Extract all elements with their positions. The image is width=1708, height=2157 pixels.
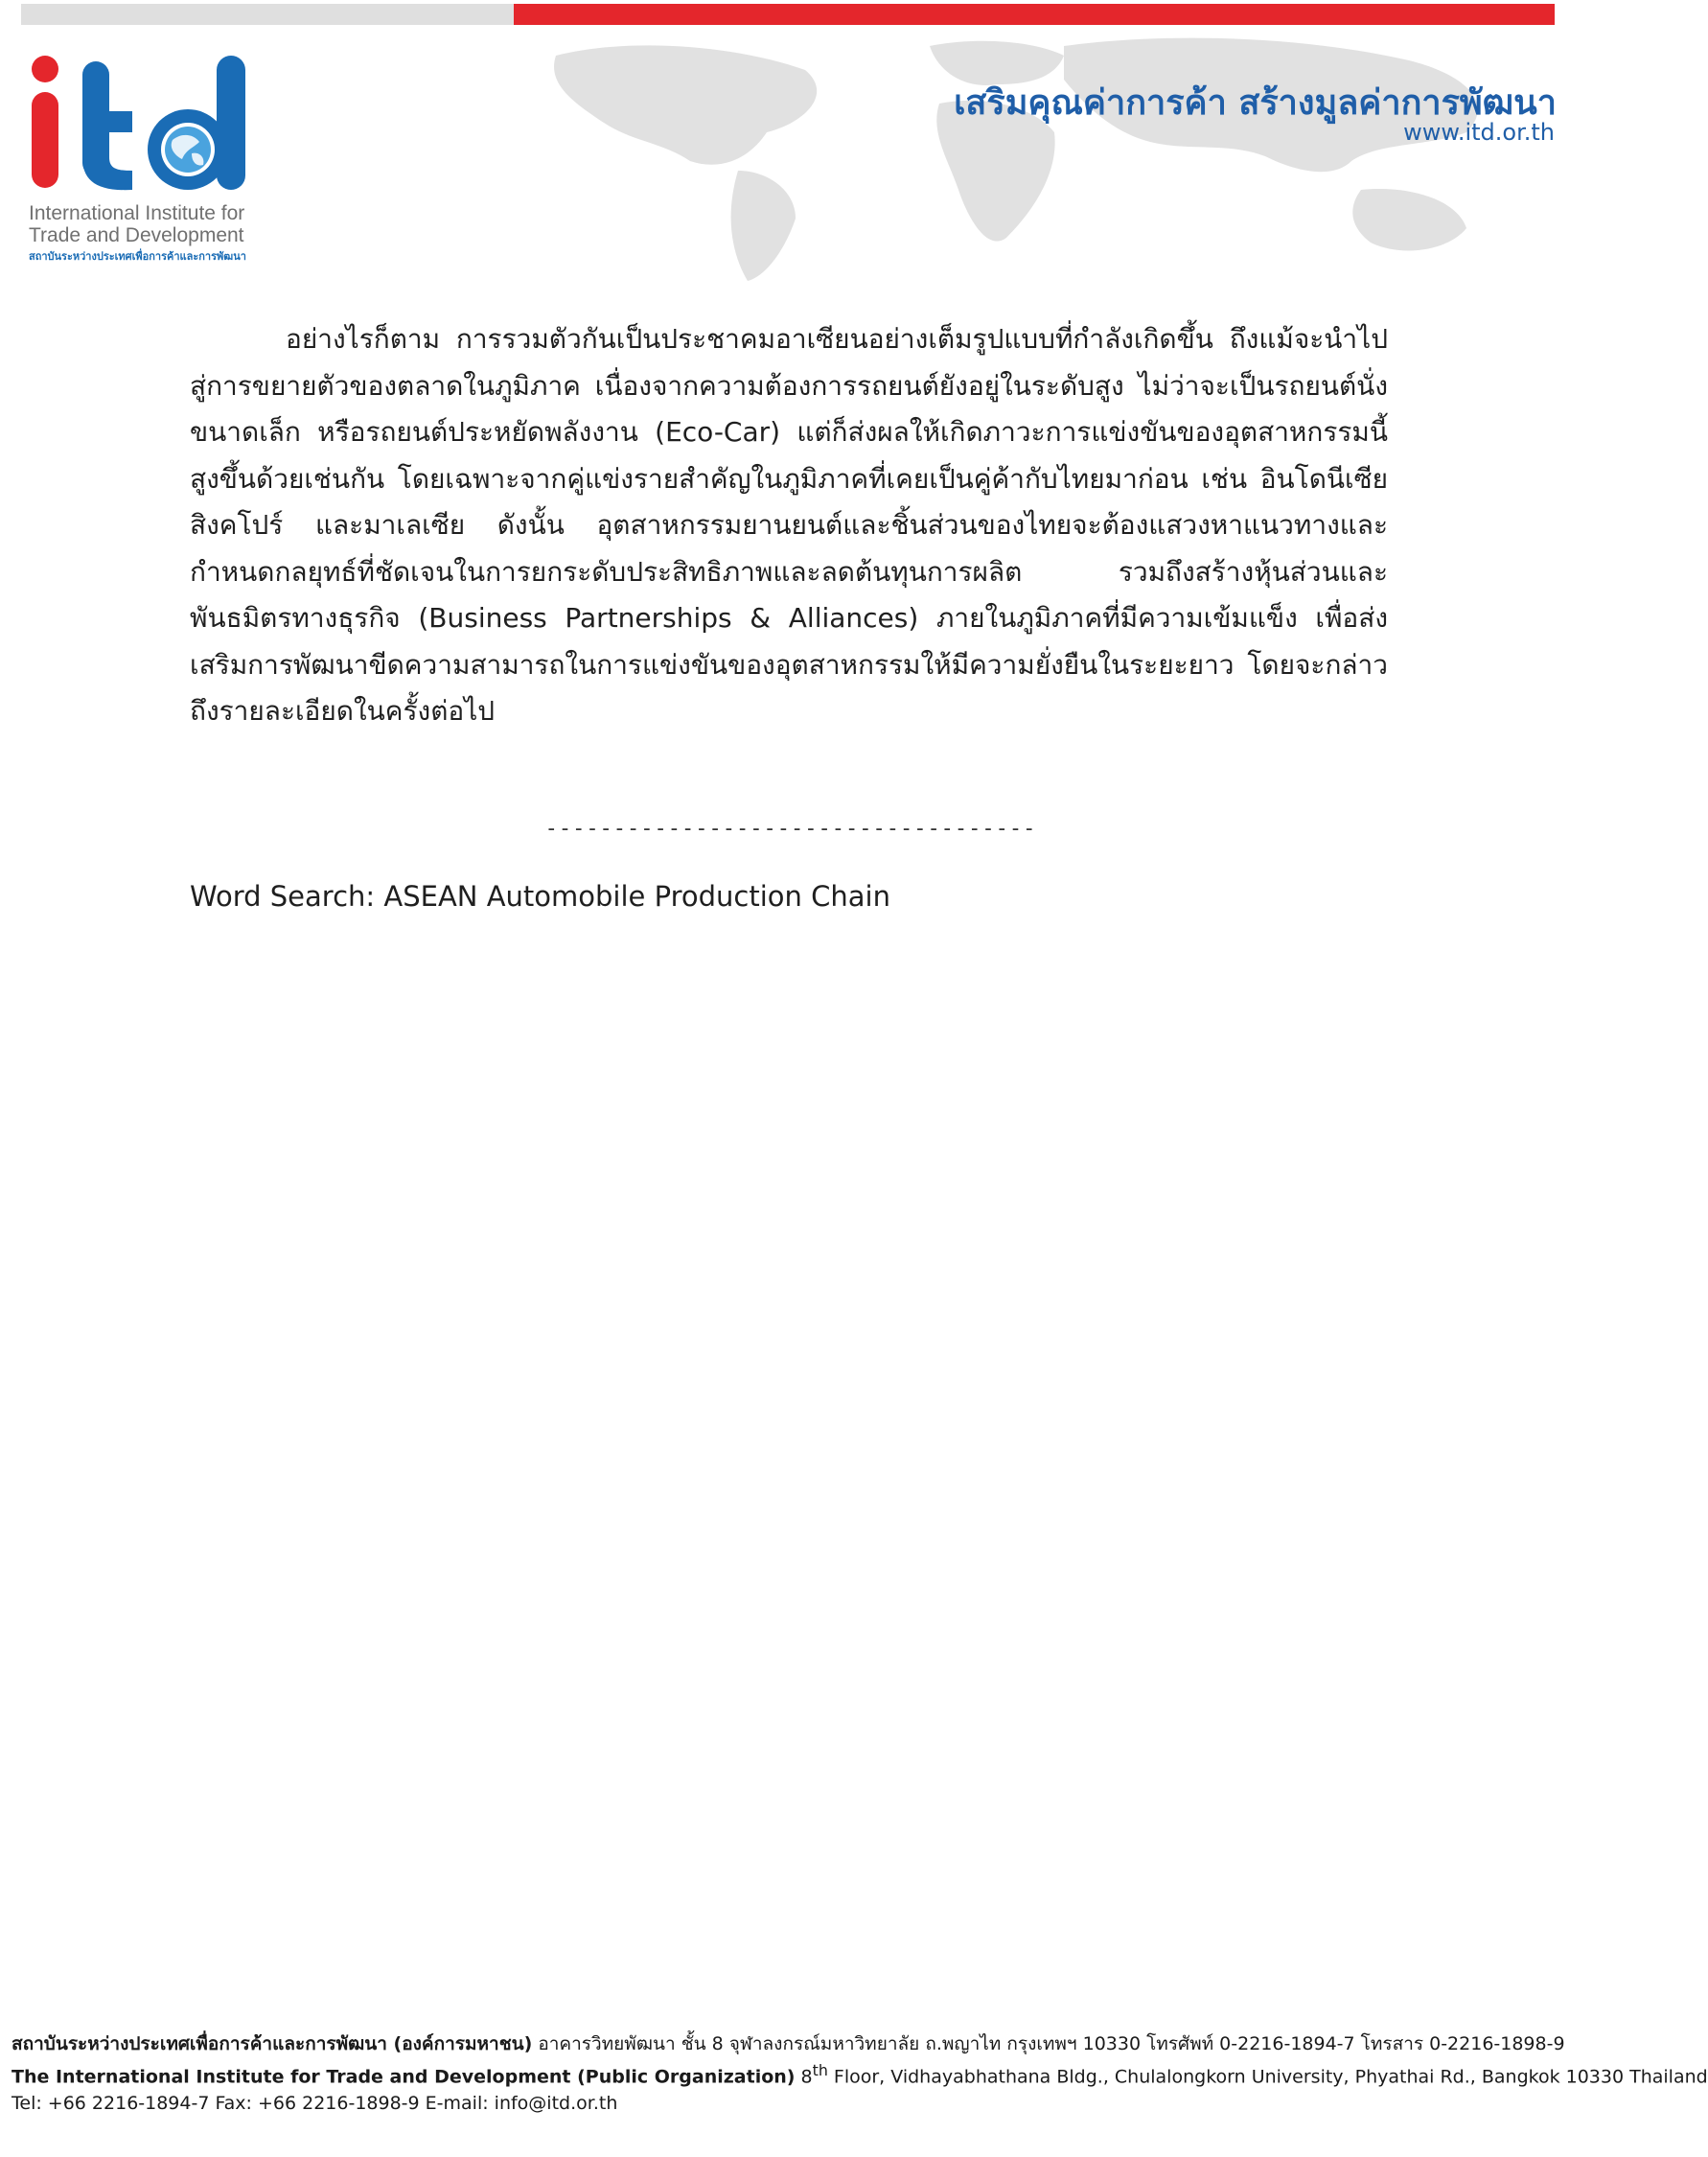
footer-address-english (12, 2057, 1708, 2090)
itd-logo-mark (29, 56, 259, 199)
footer-contact: Tel: +66 2216-1894-7 Fax: +66 2216-1898-9 E-mail: info@itd.or.th (12, 2093, 618, 2115)
footer-floor-number: 8 (795, 2066, 813, 2088)
header-slogan: เสริมคุณค่าการค้า สร้างมูลค่าการพัฒนา (954, 83, 1557, 123)
logo-org-name-line2: Trade and Development (29, 224, 244, 246)
footer-org-name-english: The International Institute for Trade and Development (Public Organization) (12, 2066, 796, 2088)
body-paragraph: อย่างไรก็ตาม การรวมตัวกันเป็นประชาคมอาเซียนอย่างเต็มรูปแบบที่กำลังเกิดขึ้น ถึงแม้จะนำไปสู่การขยายตัวของตลาดในภูมิภาค เนื่องจากความต้องการรถยนต์ยังอยู่ในระดับสูง ไม่ว่าจะเป็นรถยนต์นั่งขนาดเล็ก หรือรถยนต์ประหยัดพลังงาน (Eco-Car) แต่ก็ส่งผลให้เกิดภาวะการแข่งขันของอุตสาหกรรมนี้สูงขึ้นด้วยเช่นกัน โดยเฉพาะจากคู่แข่งรายสำคัญในภูมิภาคที่เคยเป็นคู่ค้ากับไทยมาก่อน เช่น อินโดนีเซีย สิงคโปร์ และมาเลเซีย ดังนั้น อุตสาหกรรมยานยนต์และชิ้นส่วนของไทยจะต้องแสวงหาแนวทางและกำหนดกลยุทธ์ที่ชัดเจนในการยกระดับประสิทธิภาพและลดต้นทุนการผลิต รวมถึงสร้างหุ้นส่วนและพันธมิตรทางธุรกิจ (Business Partnerships & Alliances) ภายในภูมิภาคที่มีความเข้มแข็ง เพื่อส่งเสริมการพัฒนาขีดความสามารถในการแข่งขันของอุตสาหกรรมให้มีความยั่งยืนในระยะยาว โดยจะกล่าวถึงรายละเอียดในครั้งต่อไป (190, 323, 1388, 727)
world-map-watermark (518, 27, 1572, 284)
logo-org-name-english (29, 202, 244, 246)
header-website: www.itd.or.th (1403, 119, 1555, 146)
footer-floor-suffix: th (812, 2061, 828, 2079)
top-bar-red-segment (514, 4, 1555, 25)
footer-address-thai-detail: อาคารวิทยพัฒนา ชั้น 8 จุฬาลงกรณ์มหาวิทยาลัย ถ.พญาไท กรุงเทพฯ 10330 โทรศัพท์ 0-2216-1894-7 โทรสาร 0-2216-1898-9 (532, 2033, 1565, 2054)
footer-address-english-detail: Floor, Vidhayabhathana Bldg., Chulalongkorn University, Phyathai Rd., Bangkok 10330 Thailand (827, 2066, 1708, 2088)
logo-org-name-thai: สถาบันระหว่างประเทศเพื่อการค้าและการพัฒนา (29, 250, 246, 263)
footer-org-name-thai: สถาบันระหว่างประเทศเพื่อการค้าและการพัฒนา (องค์การมหาชน) (12, 2033, 533, 2054)
top-color-bar (21, 4, 1555, 25)
section-separator: ------------------------------------ (544, 817, 1037, 841)
top-bar-grey-segment (21, 4, 514, 25)
word-search-line: Word Search: ASEAN Automobile Production Chain (190, 880, 890, 913)
logo-org-name-line1: International Institute for (29, 202, 245, 224)
footer-address-thai (12, 2030, 1574, 2057)
itd-logo (29, 56, 288, 267)
page-footer (12, 2030, 1708, 2117)
